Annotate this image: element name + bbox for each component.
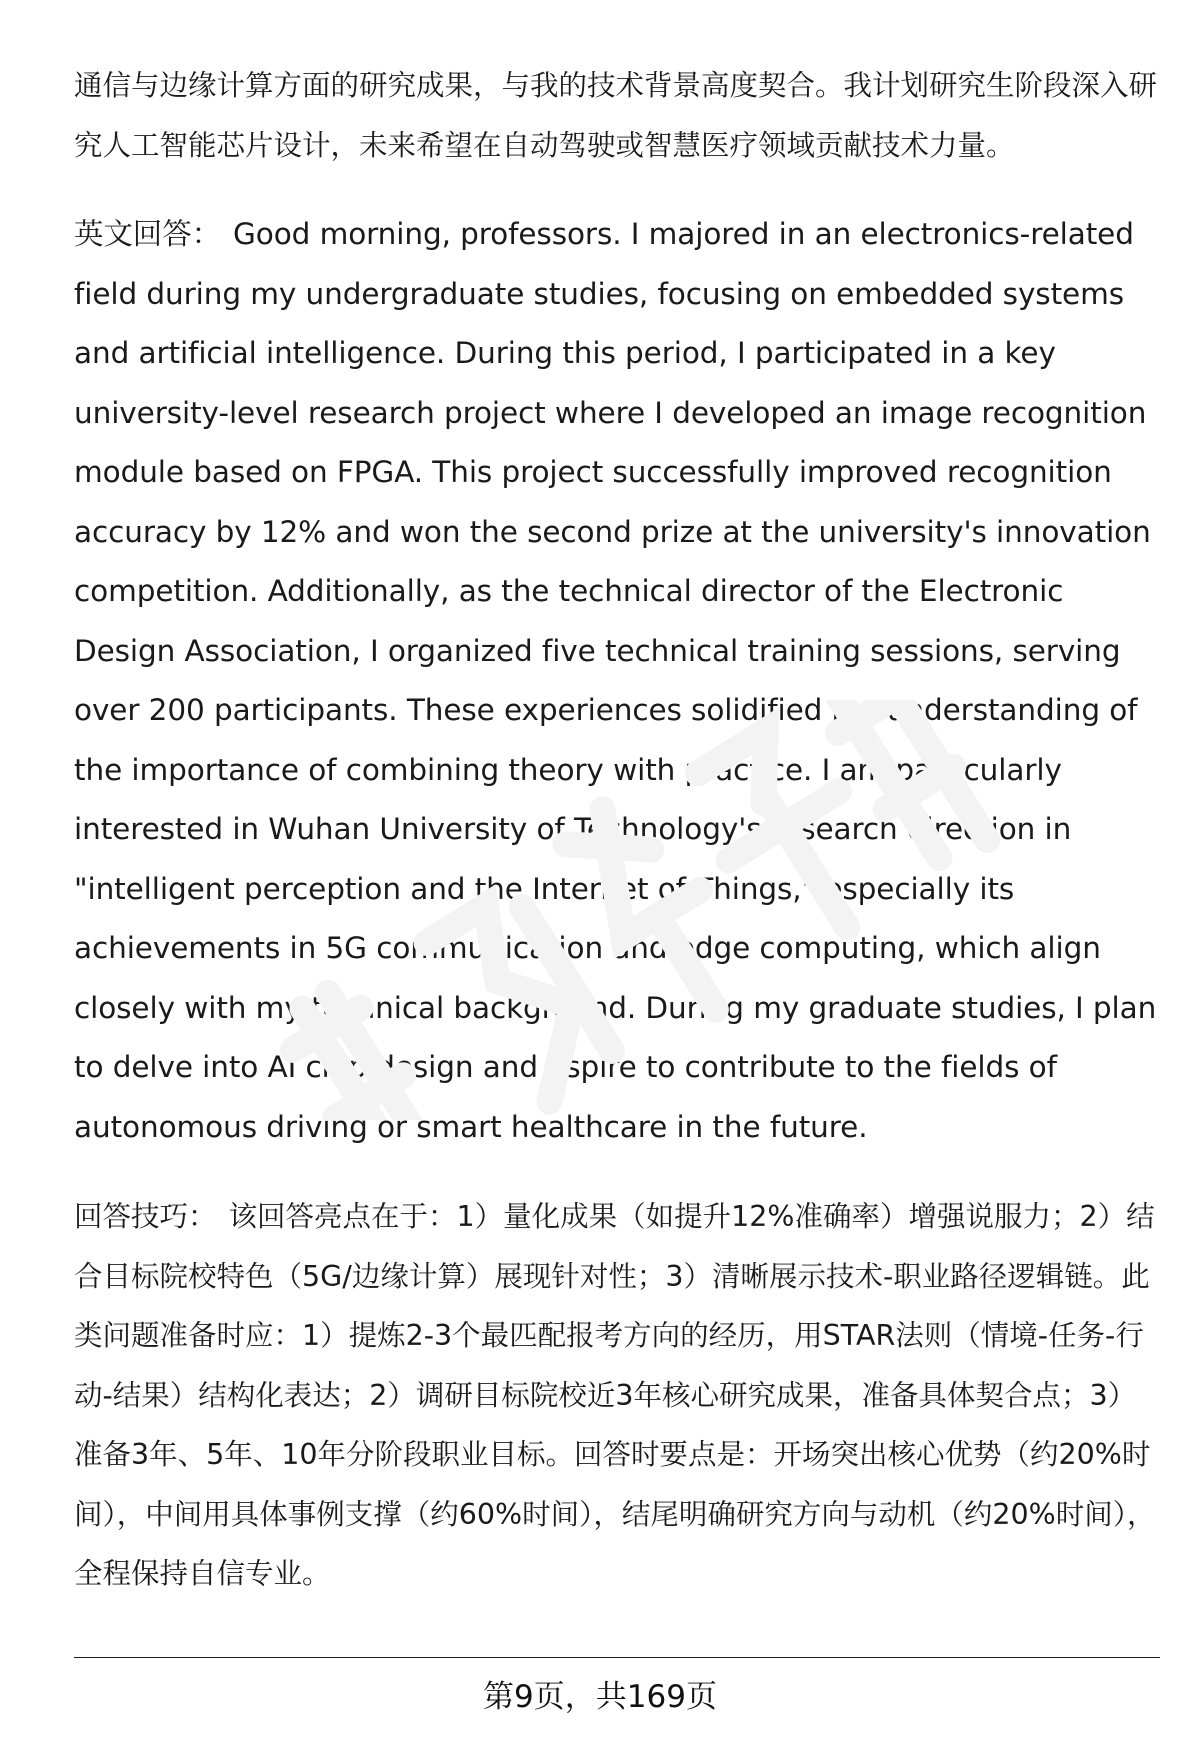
english-answer-label: 英文回答： bbox=[74, 217, 222, 251]
english-answer-paragraph bbox=[74, 205, 1160, 1157]
tips-label: 回答技巧： bbox=[74, 1200, 217, 1233]
page-number: 第9页，共169页 bbox=[483, 1679, 717, 1715]
document-page bbox=[74, 56, 1160, 1634]
intro-paragraph: 通信与边缘计算方面的研究成果，与我的技术背景高度契合。我计划研究生阶段深入研究人工智能芯片设计，未来希望在自动驾驶或智慧医疗领域贡献技术力量。 bbox=[74, 69, 1158, 162]
footer-divider bbox=[74, 1657, 1160, 1658]
english-answer-text: Good morning, professors. I majored in an electronics-related field during my undergraduate studies, focusing on embedded systems and artificial intelligence. During this period, I participated in a key university-level research project where I developed an image recognition module based on FPGA. This project successfully improved recognition accuracy by 12% and won the second prize at the university's innovation competition. Additionally, as the technical director of the Electronic Design Association, I organized five technical training sessions, serving over 200 participants. These experiences solidified my understanding of the importance of combining theory with practice. I am particularly interested in Wuhan University of Technology's research direction in "intelligent perception and the Internet of Things," especially its achievements in 5G communication and edge computing, which align closely with my technical background. During my graduate studies, I plan to delve into AI chip design and aspire to contribute to the fields of autonomous driving or smart healthcare in the future. bbox=[74, 217, 1157, 1144]
tips-text: 该回答亮点在于：1）量化成果（如提升12%准确率）增强说服力；2）结合目标院校特色（5G/边缘计算）展现针对性；3）清晰展示技术-职业路径逻辑链。此类问题准备时应：1）提炼2-3个最匹配报考方向的经历，用STAR法则（情境-任务-行动-结果）结构化表达；2）调研目标院校近3年核心研究成果，准备具体契合点；3）准备3年、5年、10年分阶段职业目标。回答时要点是：开场突出核心优势（约20%时间），中间用具体事例支撑（约60%时间），结尾明确研究方向与动机（约20%时间），全程保持自信专业。 bbox=[74, 1200, 1156, 1590]
tips-paragraph bbox=[74, 1187, 1160, 1604]
